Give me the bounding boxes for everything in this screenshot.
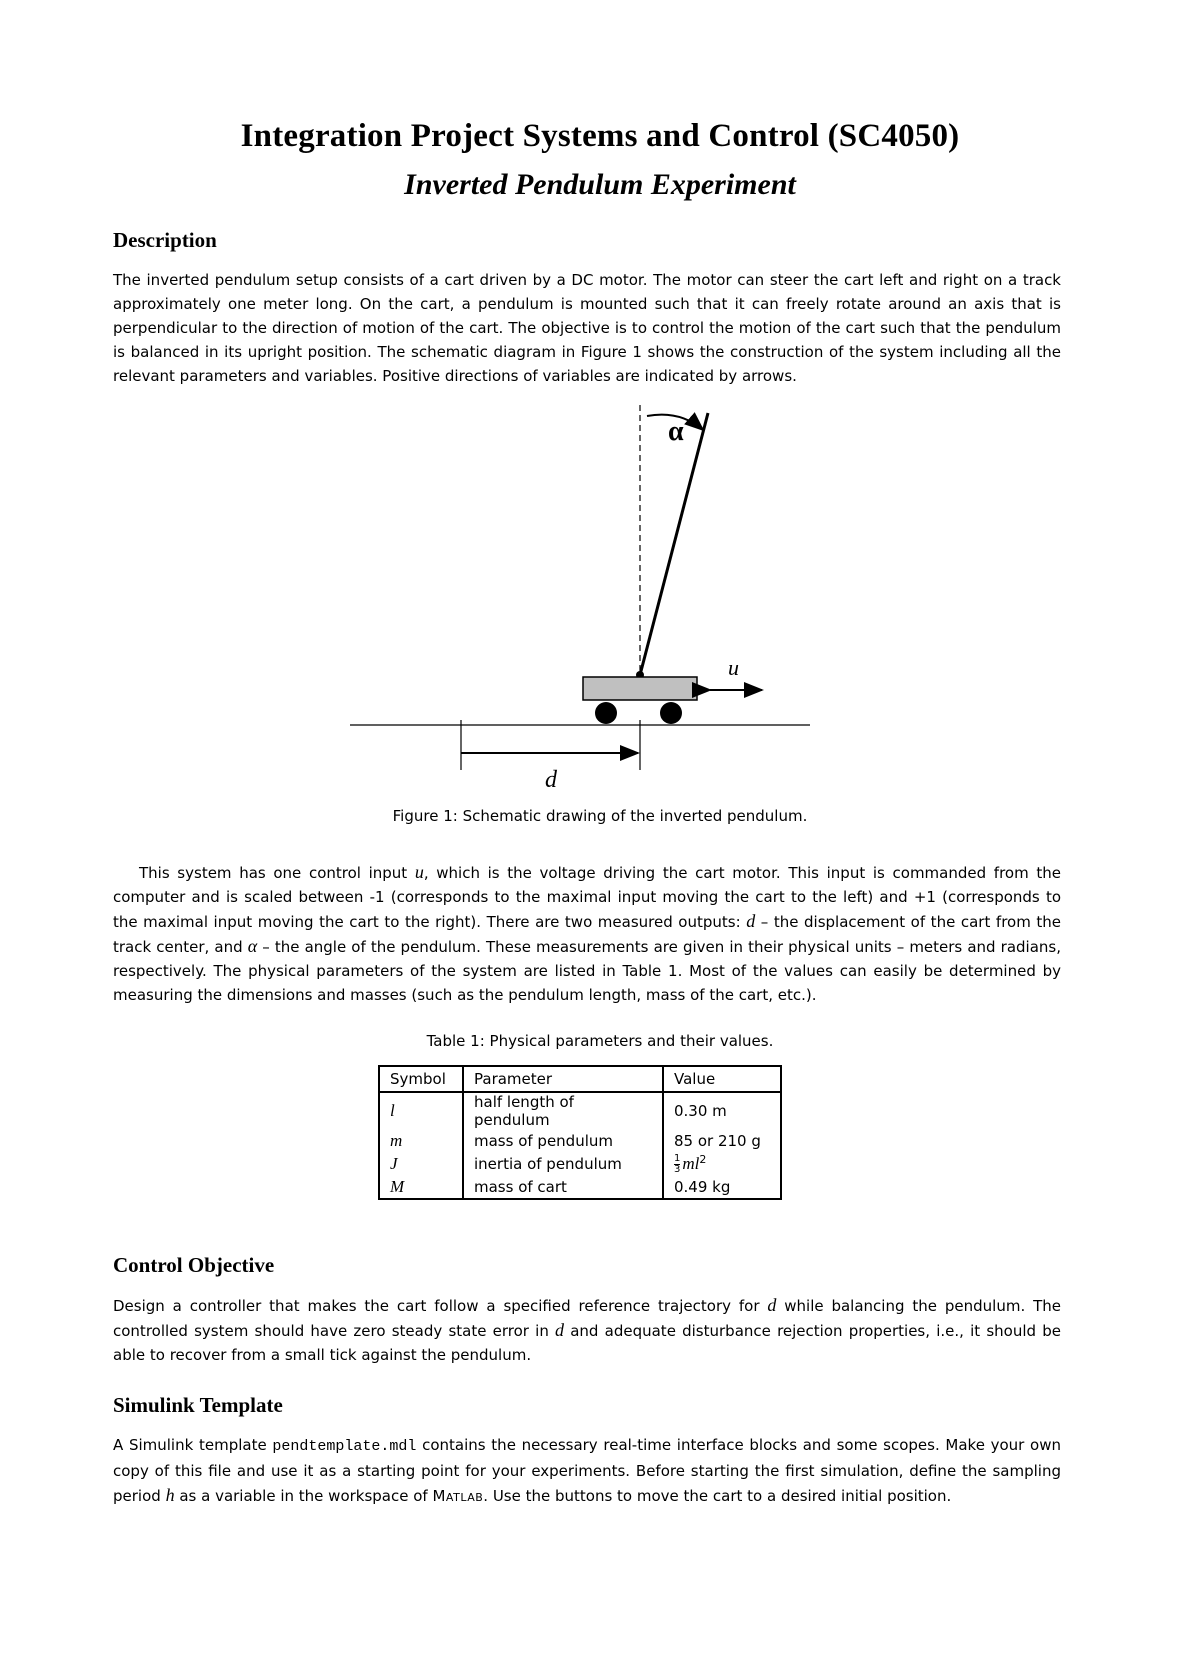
section-heading-control-objective: Control Objective bbox=[113, 1253, 275, 1277]
page-title: Integration Project Systems and Control (SC4050) bbox=[240, 118, 960, 154]
symbol-cell: J bbox=[390, 1153, 398, 1173]
table-caption: Table 1: Physical parameters and their values. bbox=[426, 1032, 774, 1050]
section-heading-description: Description bbox=[113, 228, 217, 252]
figure-caption: Figure 1: Schematic drawing of the inverted pendulum. bbox=[392, 807, 808, 825]
table-header: Symbol bbox=[379, 1066, 463, 1092]
value-cell: $\frac{1}{3}$ $ml^2$ bbox=[663, 1152, 781, 1175]
table-row bbox=[379, 1175, 781, 1199]
value-cell: 0.49 kg bbox=[663, 1175, 781, 1199]
description-paragraph: The inverted pendulum setup consists of a cart driven by a DC motor. The motor can steer the cart left and right on a track approximately one meter long. On the cart, a pendulum is mounted such that it can freely rotate around an axis that is perpendicular to the direction of motion of the cart. The objective is to control the motion of the cart such that the pendulum is balanced in its upright position. The schematic diagram in Figure 1 shows the construction of the system including all the relevant parameters and variables. Positive directions of variables are indicated by arrows. bbox=[113, 271, 1061, 385]
symbol-cell: m bbox=[390, 1130, 403, 1150]
simulink-paragraph: A Simulink template pendtemplate.mdl contains the necessary real-time interface blocks and some scopes. Make your own copy of this file and use it as a starting point for your experiments. Before starting the first simulation, define the sampling period h as a variable in the workspace of Matlab. Use the buttons to move the cart to a desired initial position. bbox=[113, 1436, 1061, 1505]
parameter-cell: mass of pendulum bbox=[463, 1129, 663, 1152]
d-label: d bbox=[545, 767, 557, 793]
cart-wheel-left bbox=[595, 702, 617, 724]
parameter-cell: half length of pendulum bbox=[463, 1092, 663, 1129]
table-header: Value bbox=[663, 1066, 781, 1092]
pendulum-schematic bbox=[350, 405, 830, 795]
parameters-table bbox=[378, 1065, 782, 1200]
parameter-cell: inertia of pendulum bbox=[463, 1152, 663, 1175]
cart-wheel-right bbox=[660, 702, 682, 724]
cart bbox=[583, 677, 697, 700]
u-label: u bbox=[728, 655, 739, 680]
control-objective-paragraph: Design a controller that makes the cart follow a specified reference trajectory for d while balancing the pendulum. The controlled system should have zero steady state error in d and adequate disturbance rejection properties, i.e., it should be able to recover from a small tick against the pendulum. bbox=[113, 1295, 1061, 1364]
section-heading-simulink-template: Simulink Template bbox=[113, 1393, 283, 1417]
parameter-cell: mass of cart bbox=[463, 1175, 663, 1199]
system-paragraph: This system has one control input u, which is the voltage driving the cart motor. This input is commanded from the computer and is scaled between -1 (corresponds to the maximal input moving the cart to the left) and +1 (corresponds to the maximal input moving the cart to the right). There are two measured outputs: d – the displacement of the cart from the track center, and α – the angle of the pendulum. These measurements are given in their physical units – meters and radians, respectively. The physical parameters of the system are listed in Table 1. Most of the values can easily be determined by measuring the dimensions and masses (such as the pendulum length, mass of the cart, etc.). bbox=[113, 862, 1061, 1004]
symbol-cell: M bbox=[390, 1176, 405, 1196]
page-subtitle: Inverted Pendulum Experiment bbox=[404, 168, 796, 201]
symbol-cell: l bbox=[390, 1101, 395, 1120]
table-header-row bbox=[379, 1066, 781, 1092]
alpha-label: α bbox=[668, 416, 684, 447]
table-row bbox=[379, 1129, 781, 1152]
value-cell: 0.30 m bbox=[663, 1092, 781, 1129]
table-row bbox=[379, 1092, 781, 1129]
pendulum-rod bbox=[640, 413, 708, 675]
table-row bbox=[379, 1152, 781, 1175]
value-cell: 85 or 210 g bbox=[663, 1129, 781, 1152]
fraction: $\frac{1}{3}$ bbox=[674, 1152, 681, 1175]
table-header: Parameter bbox=[463, 1066, 663, 1092]
